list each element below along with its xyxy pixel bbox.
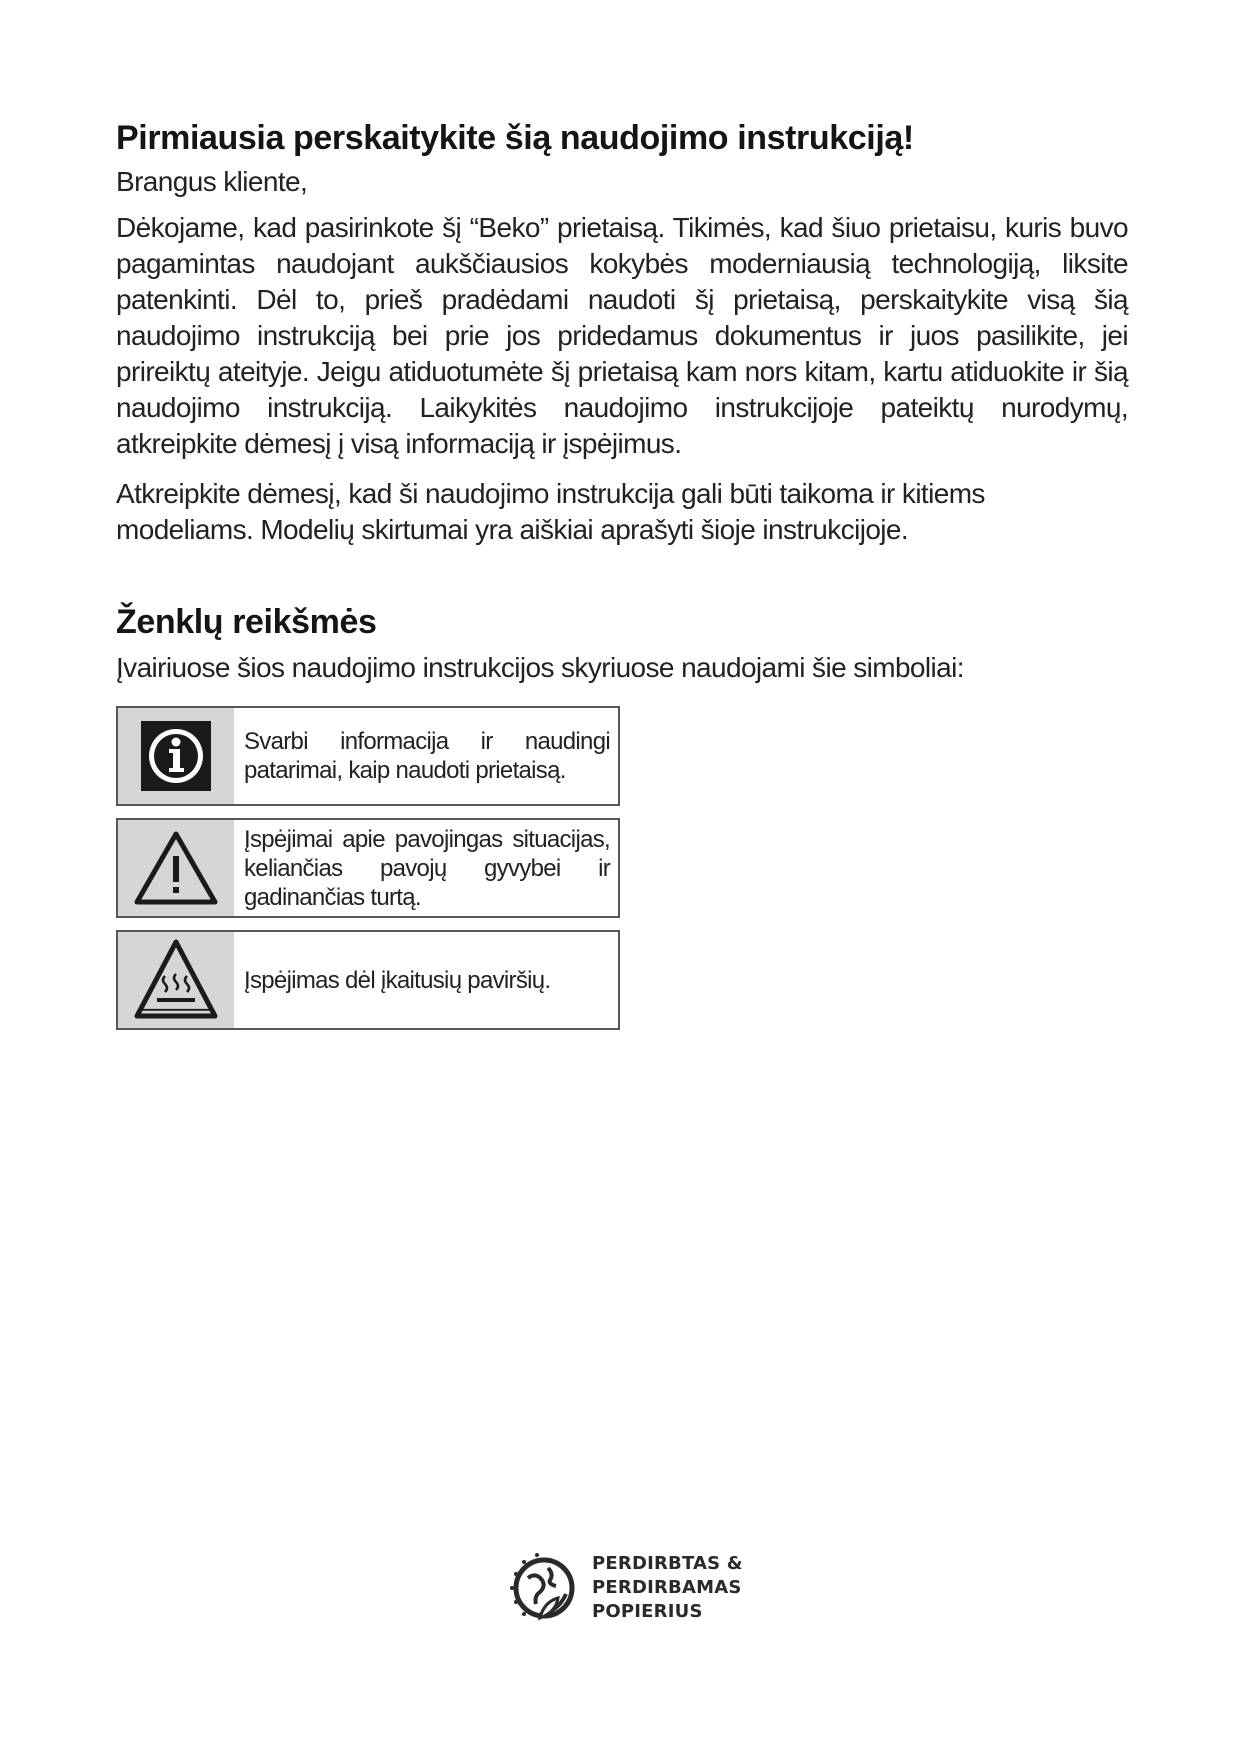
greeting: Brangus kliente, <box>116 166 308 197</box>
info-icon <box>118 708 234 804</box>
symbol-row-info <box>116 706 620 806</box>
section-title: Ženklų reikšmės <box>116 603 377 641</box>
symbol-row-hot-surface <box>116 930 620 1030</box>
recycle-line: POPIERIUS <box>592 1601 703 1622</box>
symbol-description: Įspėjimai apie pavojingas situacijas, keliančias pavojų gyvybei ir gadinančias turtą. <box>244 825 610 911</box>
page-title: Pirmiausia perskaitykite šią naudojimo instrukciją! <box>116 119 914 157</box>
models-note-paragraph: Atkreipkite dėmesį, kad ši naudojimo instrukcija gali būti taikoma ir kitiems modeliams. Modelių skirtumai yra aiškiai aprašyti šioje instrukcijoje. <box>116 478 985 545</box>
symbol-row-warning <box>116 818 620 918</box>
symbols-intro: Įvairiuose šios naudojimo instrukcijos skyriuose naudojami šie simboliai: <box>116 652 964 683</box>
recycled-paper-badge <box>504 1543 764 1633</box>
recycle-line: PERDIRBAMAS <box>592 1577 742 1598</box>
symbol-description: Svarbi informacija ir naudingi patarimai, kaip naudoti prietaisą. <box>244 728 610 784</box>
symbols-table <box>116 706 620 1030</box>
symbol-description: Įspėjimas dėl įkaitusių paviršių. <box>244 966 551 994</box>
warning-triangle-icon <box>118 820 234 916</box>
manual-page <box>116 118 1128 1042</box>
recycle-line: PERDIRBTAS & <box>592 1553 743 1574</box>
recycled-paper-label <box>592 1552 743 1624</box>
recycled-paper-icon <box>504 1548 584 1628</box>
intro-paragraph: Dėkojame, kad pasirinkote šį “Beko” prietaisą. Tikimės, kad šiuo prietaisu, kuris buvo pagamintas naudojant aukščiausios kokybės moderniausią technologiją, liksite patenkinti. Dėl to, prieš pradėdami naudoti šį prietaisą, perskaitykite visą šią naudojimo instrukciją bei prie jos pridedamus dokumentus ir juos pasilikite, jei prireiktų ateityje. Jeigu atiduotumėte šį prietaisą kam nors kitam, kartu atiduokite ir šią naudojimo instrukciją. Laikykitės naudojimo instrukcijoje pateiktų nurodymų, atkreipkite dėmesį į visą informaciją ir įspėjimus. <box>116 212 1128 459</box>
hot-surface-icon <box>118 932 234 1028</box>
